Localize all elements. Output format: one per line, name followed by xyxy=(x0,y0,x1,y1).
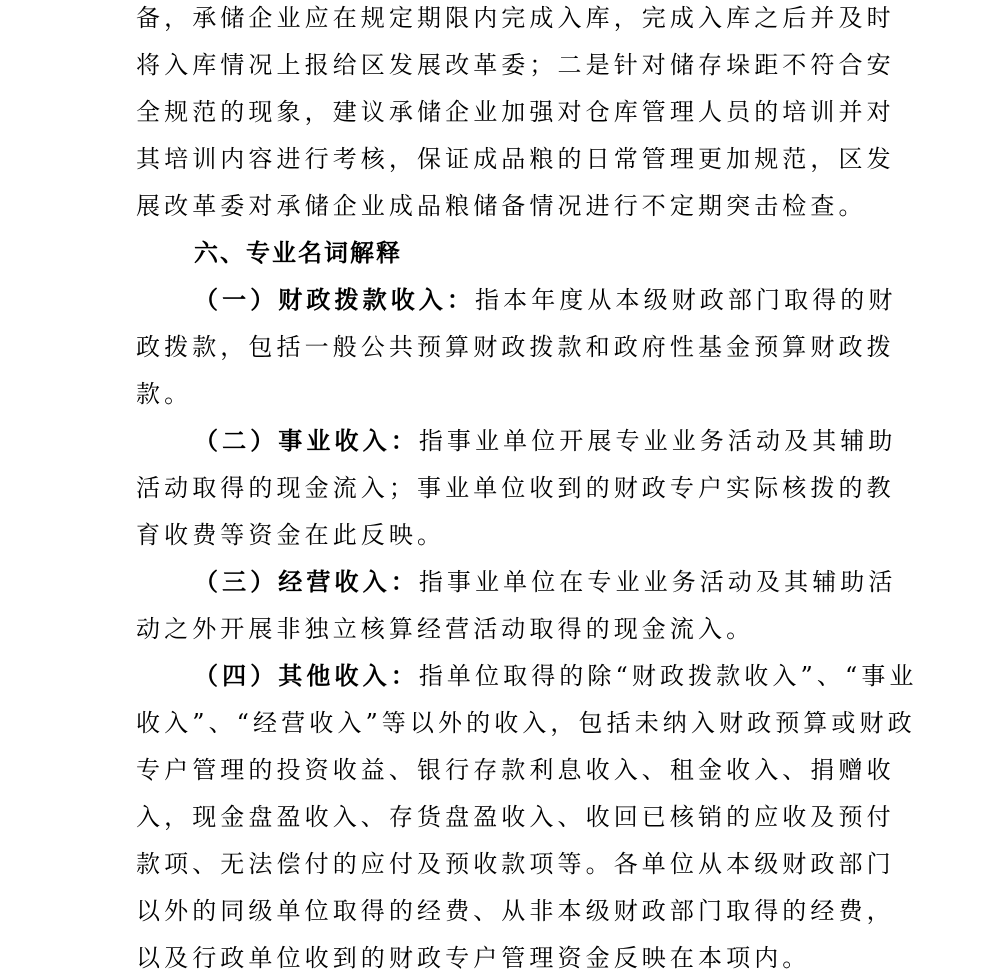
paragraph-line: 其培训内容进行考核，保证成品粮的日常管理更加规范，区发 xyxy=(136,145,895,173)
section-heading: 六、专业名词解释 xyxy=(194,239,402,267)
paragraph-line: 收入”、“经营收入”等以外的收入，包括未纳入财政预算或财政 xyxy=(136,709,916,737)
definition-term: （一）财政拨款收入： xyxy=(194,285,475,314)
paragraph-line: 款项、无法偿付的应付及预收款项等。各单位从本级财政部门 xyxy=(136,850,895,878)
paragraph-line: 以及行政单位收到的财政专户管理资金反映在本项内。 xyxy=(136,944,811,972)
paragraph-line: 将入库情况上报给区发展改革委；二是针对储存垛距不符合安 xyxy=(136,51,895,79)
paragraph-line: 备，承储企业应在规定期限内完成入库，完成入库之后并及时 xyxy=(136,4,895,32)
paragraph-line: 活动取得的现金流入；事业单位收到的财政专户实际核拨的教 xyxy=(136,474,895,502)
definition-first-line xyxy=(194,425,897,457)
paragraph-line: 全规范的现象，建议承储企业加强对仓库管理人员的培训并对 xyxy=(136,98,895,126)
definition-term: （三）经营收入： xyxy=(194,567,419,596)
paragraph-line: 入，现金盘盈收入、存货盘盈收入、收回已核销的应收及预付 xyxy=(136,803,895,831)
paragraph-line: 育收费等资金在此反映。 xyxy=(136,521,446,549)
paragraph-line: 专户管理的投资收益、银行存款利息收入、租金收入、捐赠收 xyxy=(136,756,895,784)
paragraph-line: 款。 xyxy=(136,380,193,408)
definition-text: 指事业单位在专业业务活动及其辅助活 xyxy=(418,568,897,596)
paragraph-line: 政拨款，包括一般公共预算财政拨款和政府性基金预算财政拨 xyxy=(136,333,895,361)
definition-first-line xyxy=(194,566,897,598)
definition-text: 指单位取得的除“财政拨款收入”、“事业 xyxy=(418,662,918,690)
definition-term: （二）事业收入： xyxy=(194,426,419,455)
definition-term: （四）其他收入： xyxy=(194,661,419,690)
definition-text: 指事业单位开展专业业务活动及其辅助 xyxy=(418,427,897,455)
definition-first-line xyxy=(194,284,897,316)
document-page xyxy=(136,0,918,976)
paragraph-line: 动之外开展非独立核算经营活动取得的现金流入。 xyxy=(136,615,755,643)
definition-first-line xyxy=(194,660,918,692)
paragraph-line: 展改革委对承储企业成品粮储备情况进行不定期突击检查。 xyxy=(136,192,867,220)
paragraph-line: 以外的同级单位取得的经费、从非本级财政部门取得的经费， xyxy=(136,897,895,925)
definition-text: 指本年度从本级财政部门取得的财 xyxy=(475,286,897,314)
